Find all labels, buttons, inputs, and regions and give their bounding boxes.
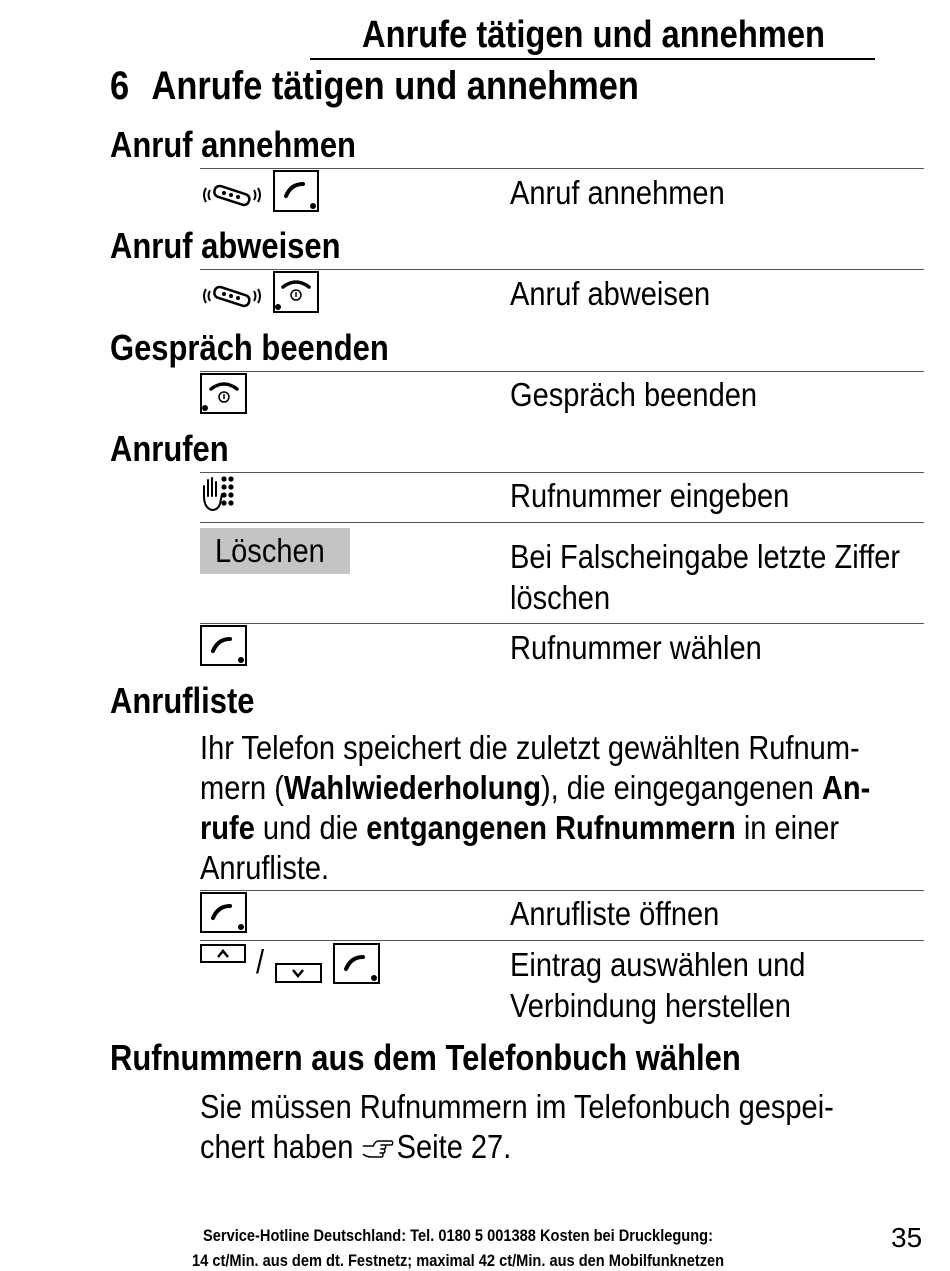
keypad-hand-icon xyxy=(200,474,236,519)
row-divider xyxy=(200,472,924,473)
bold-term: Wahlwiederholung xyxy=(283,769,541,806)
ringing-handset-icon xyxy=(200,281,264,316)
section-heading-anrufliste: Anrufliste xyxy=(110,680,255,721)
row-description: Anruf abweisen xyxy=(510,275,711,312)
row-description: Anrufliste öffnen xyxy=(510,895,720,932)
page-reference: Seite 27. xyxy=(396,1128,512,1165)
paragraph-line xyxy=(200,1127,834,1169)
loeschen-softkey-label: Löschen xyxy=(215,532,325,569)
paragraph-line xyxy=(200,808,870,848)
section-heading-gespraech-beenden: Gespräch beenden xyxy=(110,327,389,368)
footer-line: Service-Hotline Deutschland: Tel. 0180 5 001388 Kosten bei Drucklegung: xyxy=(203,1226,713,1245)
section-heading-telefonbuch: Rufnummern aus dem Telefonbuch wählen xyxy=(110,1037,741,1078)
call-key-icon xyxy=(200,625,247,666)
end-key-icon xyxy=(273,271,319,313)
row-description xyxy=(510,944,805,1026)
nav-down-key-icon xyxy=(275,963,322,983)
row-divider xyxy=(200,269,924,270)
bold-term: rufe xyxy=(200,809,255,846)
row-divider xyxy=(200,940,924,941)
page-number: 35 xyxy=(891,1222,923,1253)
row-description-line: Verbindung herstellen xyxy=(510,987,791,1024)
section-heading-anrufen: Anrufen xyxy=(110,428,229,469)
row-description: Rufnummer eingeben xyxy=(510,477,790,514)
row-divider xyxy=(200,168,924,169)
chapter-title-text: Anrufe tätigen und annehmen xyxy=(151,64,639,108)
row-divider xyxy=(200,371,924,372)
row-divider xyxy=(200,522,924,523)
row-description xyxy=(510,536,900,618)
paragraph-line: Anrufliste. xyxy=(200,849,330,886)
bold-term: entgangenen Rufnummern xyxy=(366,809,736,846)
text-run: mern ( xyxy=(200,769,284,806)
chapter-title xyxy=(110,64,639,109)
running-header xyxy=(310,12,875,60)
chapter-number: 6 xyxy=(110,64,130,108)
call-key-icon xyxy=(273,170,319,212)
paragraph-line xyxy=(200,768,870,808)
paragraph-line: Ihr Telefon speichert die zuletzt gewählten Rufnum- xyxy=(200,729,860,766)
end-key-icon xyxy=(200,373,247,414)
row-description: Gespräch beenden xyxy=(510,376,758,413)
telefonbuch-paragraph xyxy=(200,1087,834,1169)
key-separator: / xyxy=(256,943,265,980)
section-heading-anruf-abweisen: Anruf abweisen xyxy=(110,225,341,266)
text-run: ), die eingegangenen xyxy=(540,769,822,806)
row-divider xyxy=(200,623,924,624)
row-divider xyxy=(200,890,924,891)
pointing-hand-icon xyxy=(361,1129,396,1169)
text-run: chert haben xyxy=(200,1128,362,1165)
ringing-handset-icon xyxy=(200,180,264,215)
row-description-line: löschen xyxy=(510,579,611,616)
row-description: Rufnummer wählen xyxy=(510,629,762,666)
running-header-title: Anrufe tätigen und annehmen xyxy=(362,14,825,56)
text-run: in einer xyxy=(735,809,840,846)
paragraph-line: Sie müssen Rufnummern im Telefonbuch gespei- xyxy=(200,1088,834,1125)
text-run: und die xyxy=(254,809,367,846)
nav-up-key-icon xyxy=(200,944,246,963)
row-description-line: Bei Falscheingabe letzte Ziffer xyxy=(510,538,901,575)
section-heading-anruf-annehmen: Anruf annehmen xyxy=(110,124,356,165)
footer-line: 14 ct/Min. aus dem dt. Festnetz; maximal 42 ct/Min. aus den Mobilfunknetzen xyxy=(192,1251,725,1270)
bold-term: An- xyxy=(821,769,871,806)
loeschen-softkey xyxy=(200,528,350,574)
row-description-line: Eintrag auswählen und xyxy=(510,946,806,983)
row-description: Anruf annehmen xyxy=(510,174,725,211)
call-key-icon xyxy=(333,943,380,984)
anrufliste-paragraph xyxy=(200,728,870,888)
call-key-icon xyxy=(200,892,247,933)
